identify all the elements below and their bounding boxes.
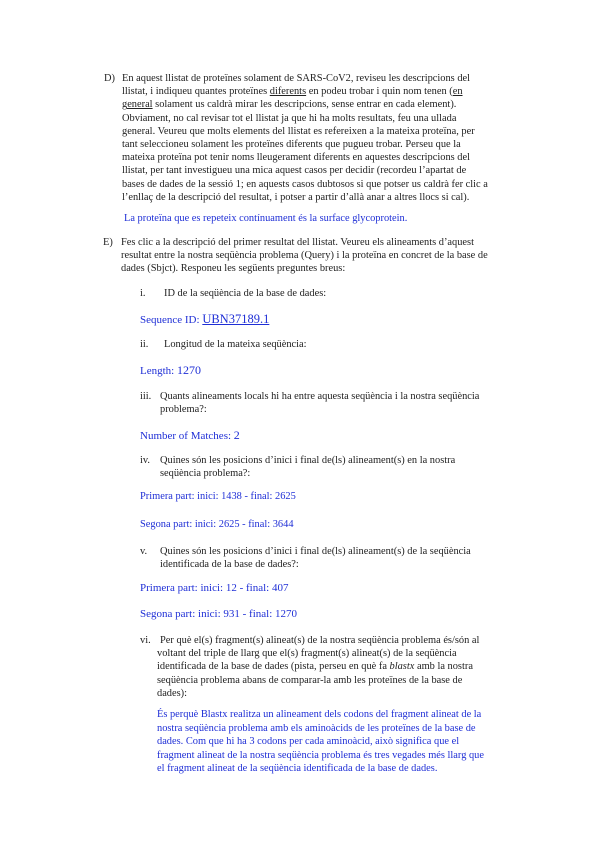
question-vi	[140, 634, 520, 700]
section-d-line: l’enllaç de la descripció del resultat, i potser a partir d’allà anar a altres llocs si cal).	[122, 191, 470, 203]
answer-v-2: Segona part: inici: 931 - final: 1270	[140, 608, 298, 620]
section-e	[103, 236, 523, 276]
section-d-line: general. Veureu que molts elements del llistat es refereixen a la mateixa proteïna, per	[122, 125, 475, 137]
question-text: dades):	[157, 687, 188, 699]
answer-iv-1: Primera part: inici: 1438 - final: 2625	[140, 491, 296, 502]
answer-line: el fragment alineat de la seqüència identificada de la base de dades.	[157, 763, 438, 775]
answer-v-1: Primera part: inici: 12 - final: 407	[140, 582, 289, 594]
question-text: problema?:	[160, 404, 207, 416]
section-d-line: Obviament, no cal revisar tot el llistat ja que hi ha molts resultats, feu una ullada	[122, 112, 457, 124]
section-e-line: Fes clic a la descripció del primer resultat del llistat. Veureu els alineaments d’aquest	[121, 237, 474, 248]
answer-vi	[157, 708, 519, 776]
question-text: identificada de la base de dades (pista, perseu en què fa	[157, 661, 390, 673]
answer-line: dades. Com que hi ha 3 codons per cada aminoàcid, això significa que el	[157, 736, 460, 748]
section-d-line: En aquest llistat de proteïnes solament de SARS-CoV2, reviseu les descripcions del	[122, 73, 471, 84]
section-d-line: en podeu trobar i quin nom tenen (	[306, 86, 453, 98]
question-text: voltant del triple de llarg que el(s) fragment(s) alineat(s) de la seqüència	[157, 648, 457, 660]
section-d-line: bases de dades de la sessió 1; en aquests casos dubtosos si que potser us caldrà fer clic a	[122, 178, 488, 190]
question-text: Per què el(s) fragment(s) alineat(s) de la nostra seqüència problema és/són al	[160, 635, 480, 646]
question-text: Longitud de la mateixa seqüència:	[164, 339, 307, 350]
section-e-line: resultat entre la nostra seqüència problema (Query) i la proteïna en concret de la base de	[121, 250, 488, 262]
section-d	[104, 72, 524, 204]
question-v	[140, 545, 520, 571]
answer-value: 1270	[176, 363, 201, 377]
section-d-line: llistat, per tant investigueu una mica aquest casos per decidir (recordeu l’apartat de	[122, 165, 467, 177]
section-d-label: D)	[104, 73, 115, 84]
answer-iv-2: Segona part: inici: 2625 - final: 3644	[140, 519, 294, 530]
question-number: v.	[140, 546, 148, 557]
answer-iii	[140, 427, 240, 444]
answer-ii	[140, 362, 201, 379]
section-d-line: solament us caldrà mirar les descripcions, sense entrar en cada element).	[152, 99, 457, 111]
section-e-label: E)	[103, 237, 113, 248]
answer-line: fragment alineat de la nostra seqüència problema és tres vegades més llarg que	[157, 749, 484, 761]
answer-i	[140, 311, 269, 328]
question-text: Quines són les posicions d’inici i final de(ls) alineament(s) en la nostra	[160, 455, 456, 466]
question-text: seqüència problema abans de comparar-la amb les proteïnes de la base de	[157, 674, 463, 686]
question-text: Quants alineaments locals hi ha entre aquesta seqüència i la nostra seqüència	[160, 391, 480, 402]
answer-label: Sequence ID:	[140, 314, 203, 326]
answer-label: Number of Matches:	[140, 430, 234, 442]
underlined-word: diferents	[269, 86, 307, 98]
answer-line: És perquè Blastx realitza un alineament dels codons del fragment alineat de la	[157, 709, 482, 720]
question-number: iv.	[140, 455, 151, 466]
question-number: ii.	[140, 339, 149, 350]
question-text: amb la nostra	[414, 661, 473, 673]
question-iv	[140, 454, 520, 480]
answer-line: nostra seqüència problema amb els aminoàcids de les proteïnes de la base de	[157, 722, 476, 734]
question-number: i.	[140, 288, 146, 299]
section-d-line: mateixa proteïna pot tenir noms lleugerament diferents en aquestes descripcions del	[122, 152, 470, 164]
sequence-id-link[interactable]: UBN37189.1	[202, 312, 270, 326]
question-text: seqüència problema?:	[160, 468, 251, 480]
section-d-line: llistat, i indiqueu quantes proteïnes	[122, 86, 270, 98]
answer-label: Length:	[140, 365, 177, 377]
answer-value: 2	[233, 428, 240, 442]
question-ii	[140, 338, 307, 351]
underlined-word: general	[122, 99, 153, 111]
question-text: Quines són les posicions d’inici i final de(ls) alineament(s) de la seqüència	[160, 546, 471, 557]
section-d-answer: La proteïna que es repeteix contínuament és la surface glycoprotein.	[124, 213, 408, 224]
question-number: iii.	[140, 391, 152, 402]
question-i	[140, 287, 326, 300]
section-e-line: dades (Sbjct). Responeu les següents preguntes breus:	[121, 263, 346, 275]
question-number: vi.	[140, 635, 151, 646]
question-text: identificada de la base de dades?:	[160, 559, 299, 571]
section-d-line: tant seleccioneu solament les proteïnes diferents que pugueu trobar. Perseu que la	[122, 139, 461, 151]
question-italic: blastx	[389, 661, 415, 673]
question-iii	[140, 390, 520, 416]
question-text: ID de la seqüència de la base de dades:	[164, 288, 327, 299]
underlined-word: en	[452, 86, 463, 98]
